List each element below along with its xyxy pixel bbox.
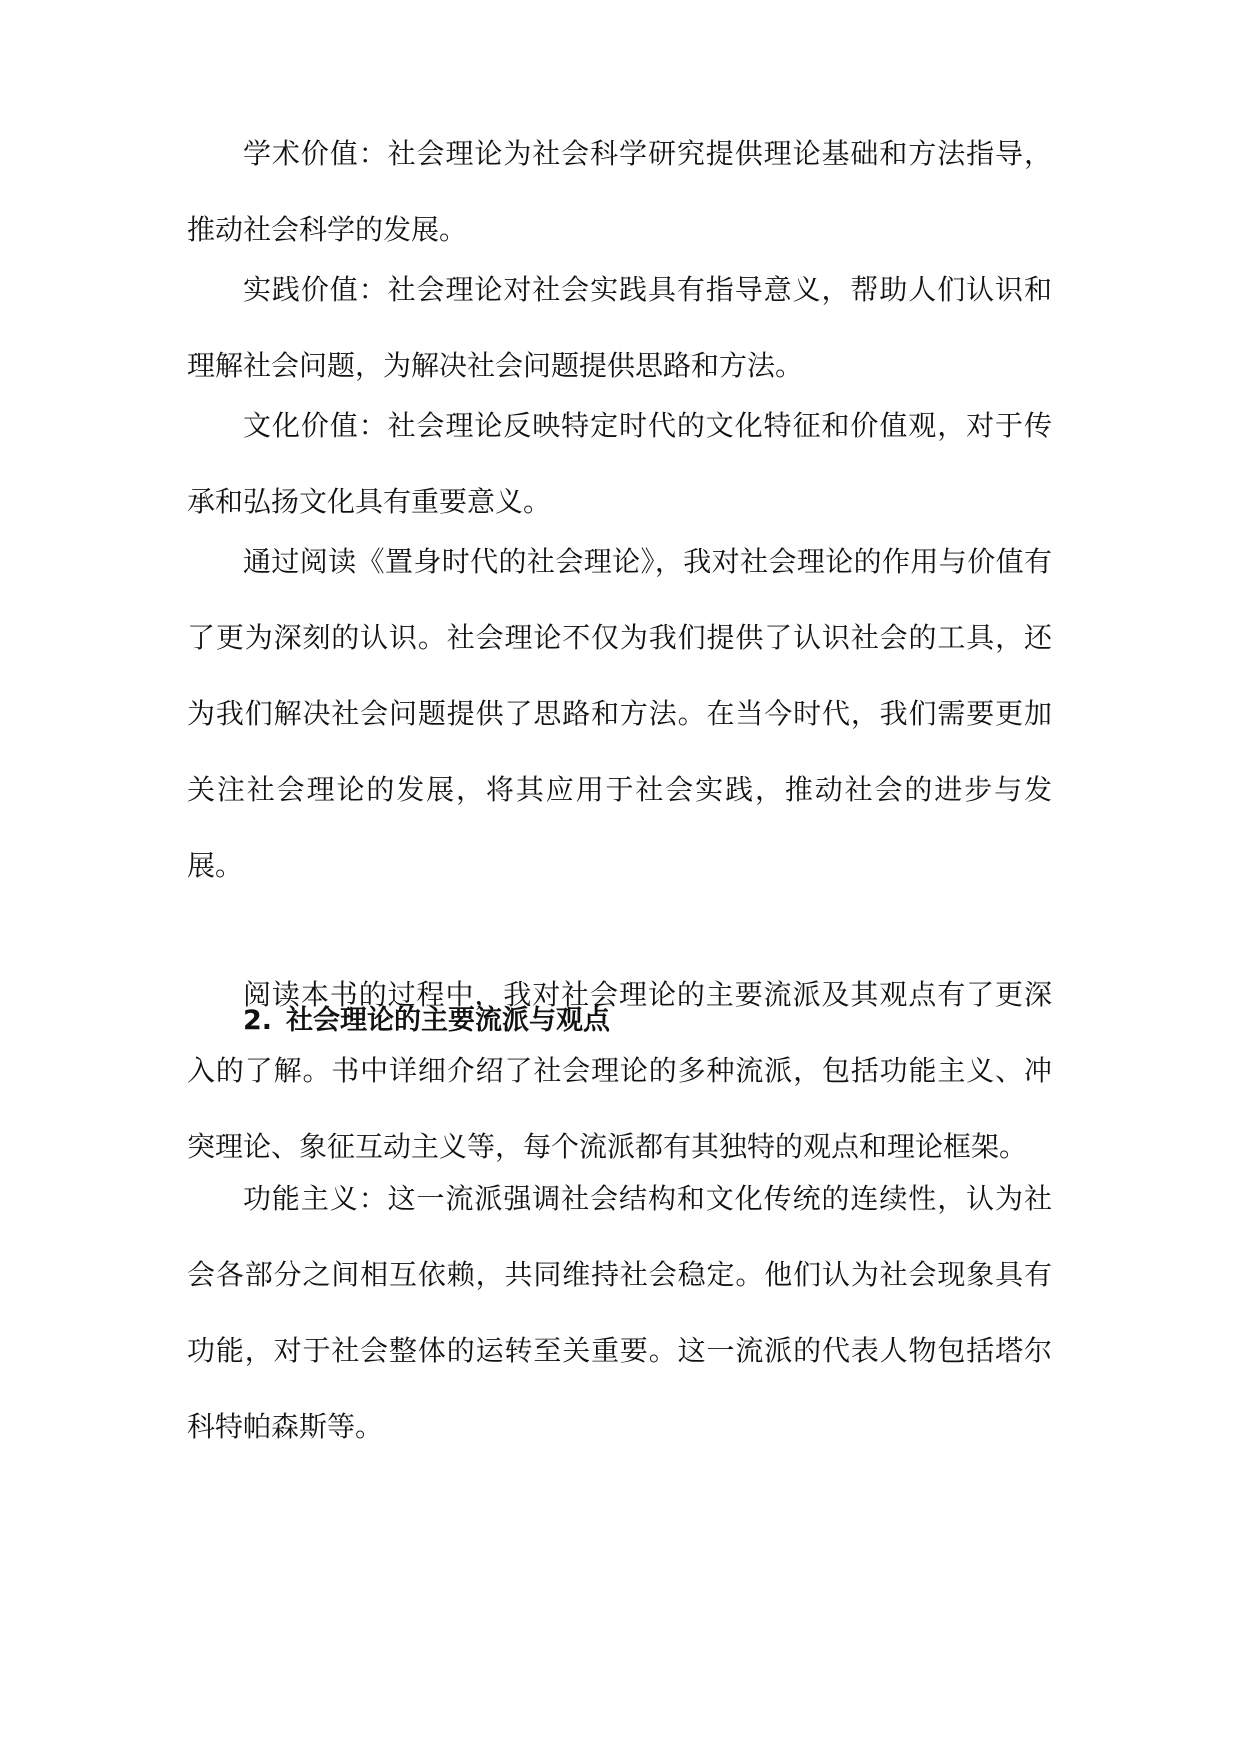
paragraph-reflection: 通过阅读《置身时代的社会理论》，我对社会理论的作用与价值有了更为深刻的认识。社会理论不仅为我们提供了认识社会的工具，还为我们解决社会问题提供了思路和方法。在当今时代，我们需要更加关注社会理论的发展，将其应用于社会实践，推动社会的进步与发展。 [187,545,1052,882]
paragraph-practical-value: 实践价值：社会理论对社会实践具有指导意义，帮助人们认识和理解社会问题，为解决社会问题提供思路和方法。 [187,273,1052,382]
paragraph-academic-value: 学术价值：社会理论为社会科学研究提供理论基础和方法指导，推动社会科学的发展。 [187,137,1052,246]
paragraph-functionalism: 功能主义：这一流派强调社会结构和文化传统的连续性，认为社会各部分之间相互依赖，共同维持社会稳定。他们认为社会现象具有功能，对于社会整体的运转至关重要。这一流派的代表人物包括塔尔科特帕森斯等。 [187,1182,1052,1443]
section-title: 社会理论的主要流派与观点 [286,1005,611,1036]
section-number: 2. [243,1005,273,1036]
paragraph-cultural-value: 文化价值：社会理论反映特定时代的文化特征和价值观，对于传承和弘扬文化具有重要意义。 [187,409,1052,518]
paragraph-schools-intro: 阅读本书的过程中，我对社会理论的主要流派及其观点有了更深入的了解。书中详细介绍了社会理论的多种流派，包括功能主义、冲突理论、象征互动主义等，每个流派都有其独特的观点和理论框架。 [187,978,1052,1163]
